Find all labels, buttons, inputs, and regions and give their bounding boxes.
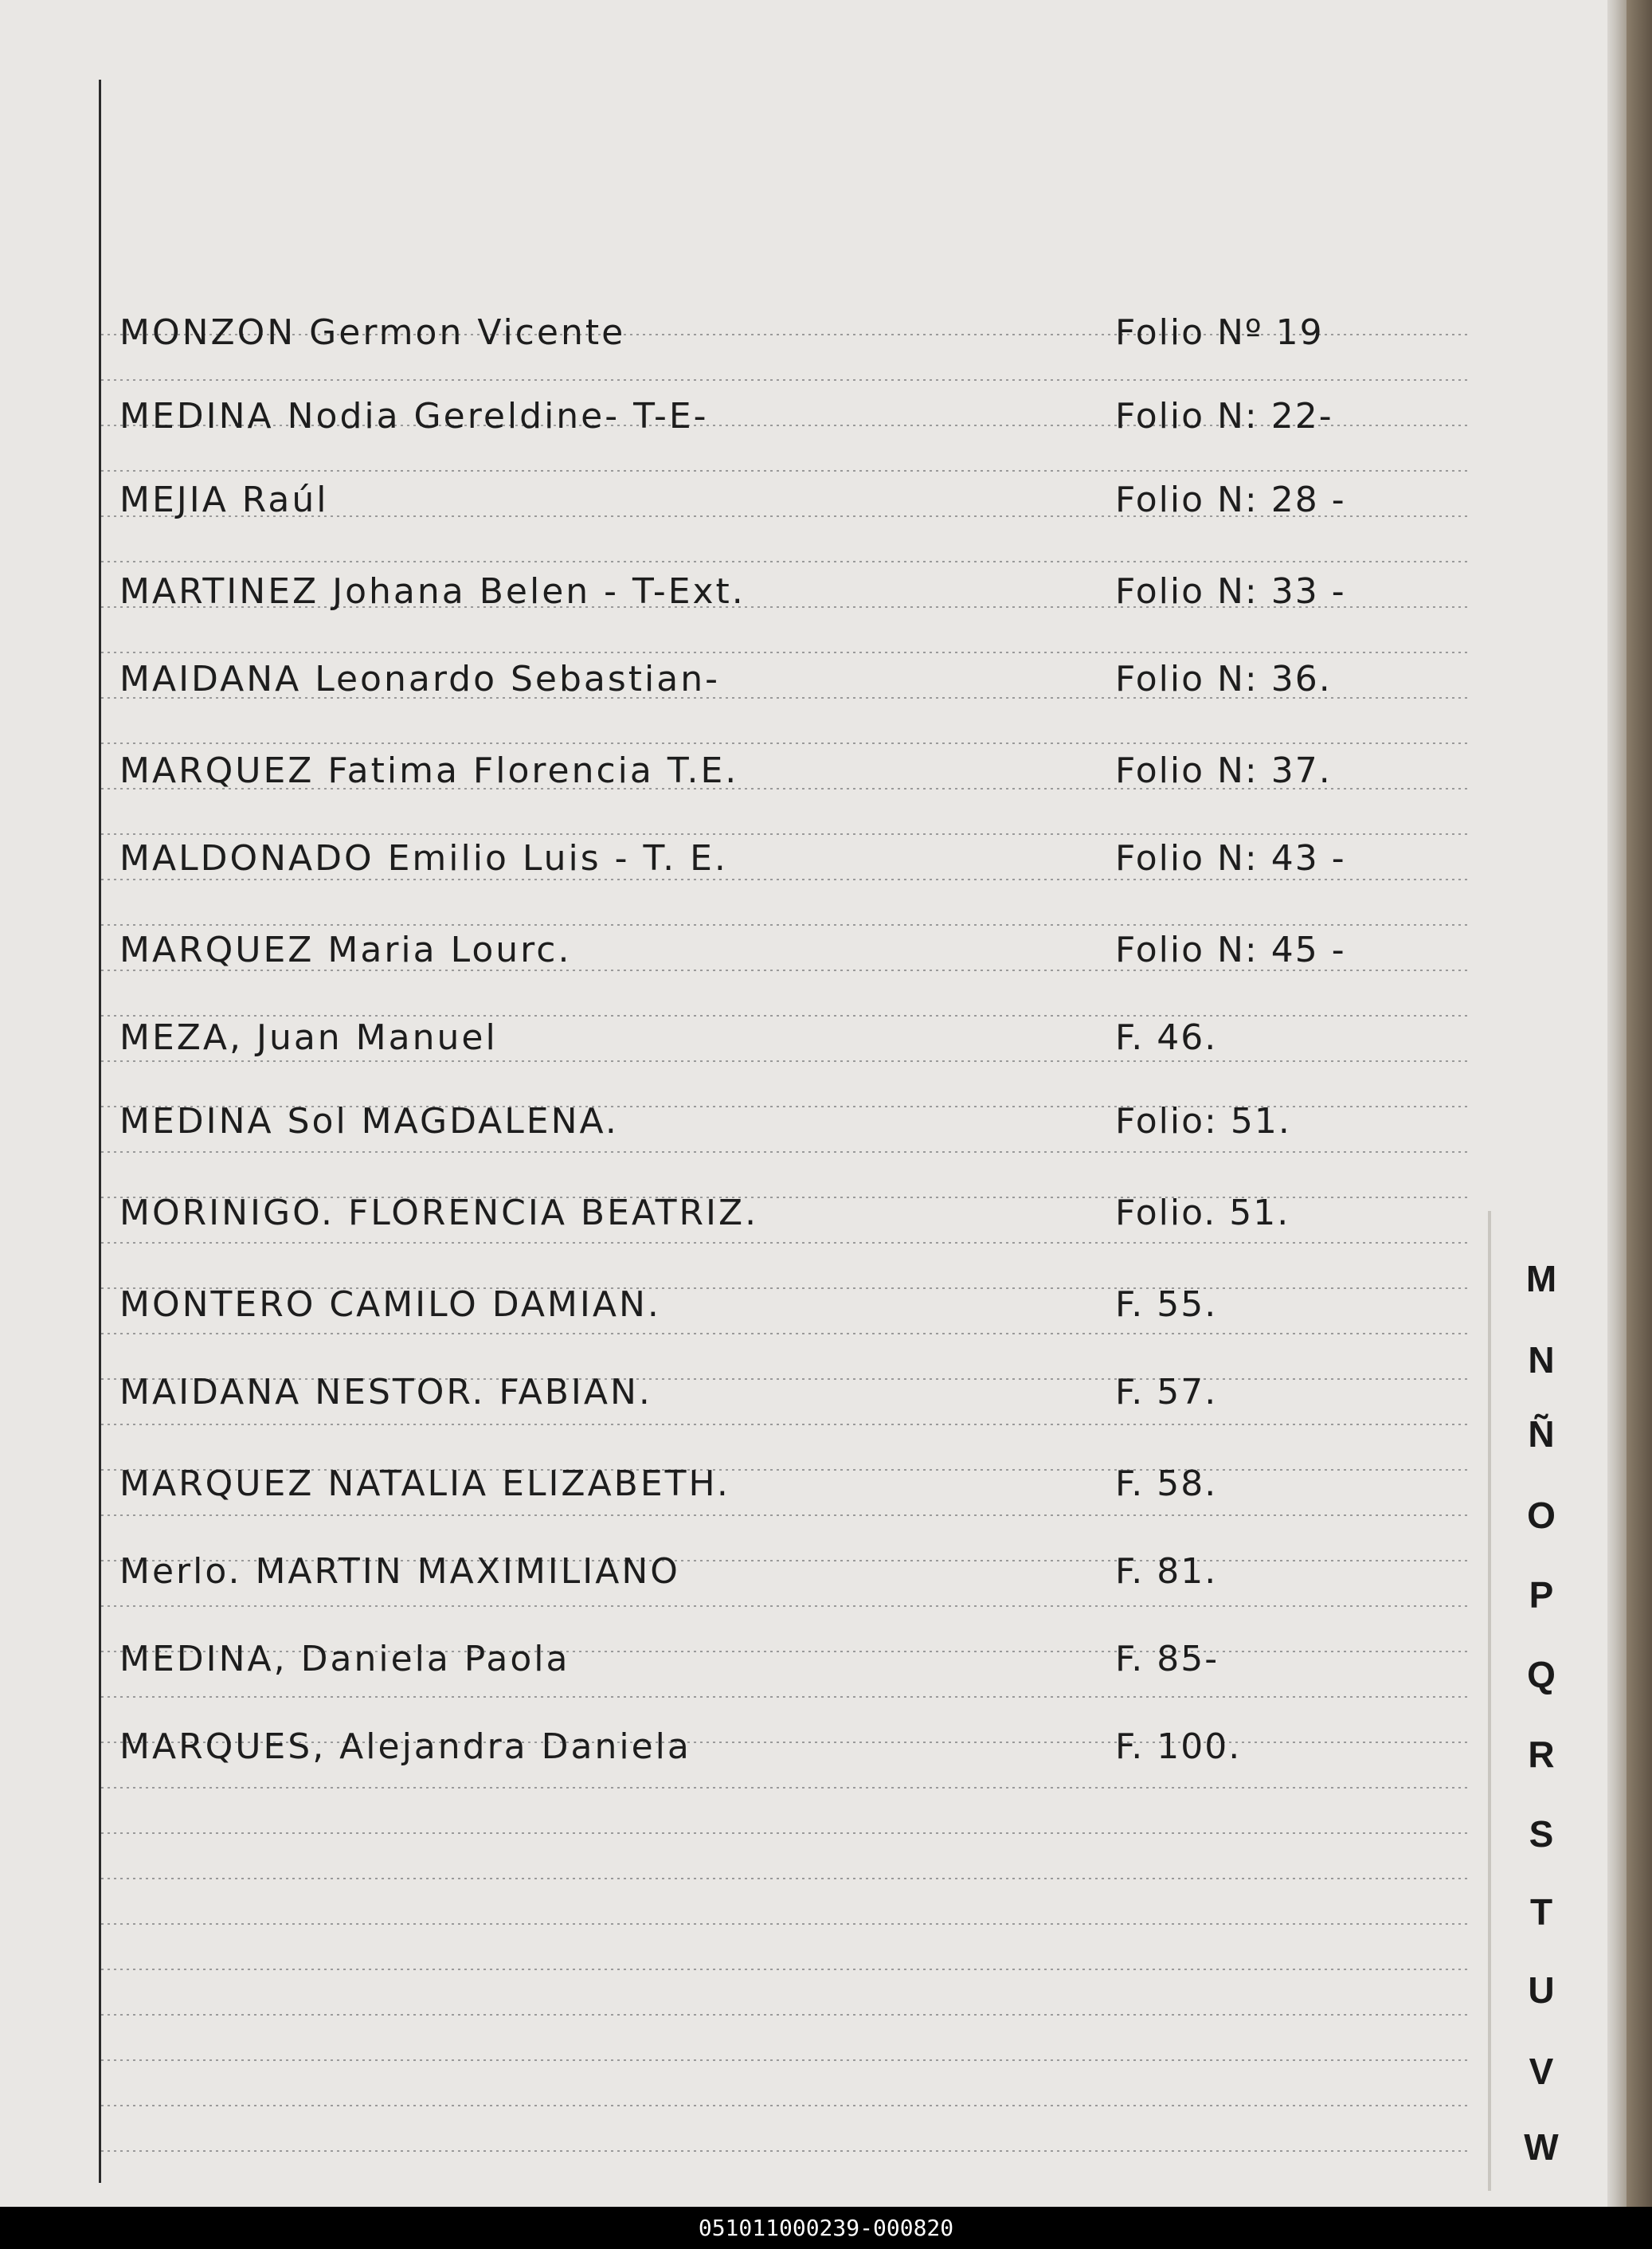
entry-name: MARTINEZ Johana Belen - T-Ext. bbox=[119, 571, 746, 612]
entry-folio: F. 81. bbox=[1115, 1551, 1218, 1592]
scan-id: 051011000239-000820 bbox=[698, 2215, 954, 2241]
index-tab-s[interactable]: S bbox=[1529, 1813, 1554, 1855]
index-tab-enie[interactable]: Ñ bbox=[1528, 1413, 1555, 1455]
entry-name: MARQUEZ Maria Lourc. bbox=[119, 930, 572, 970]
entry-name: Merlo. MARTIN MAXIMILIANO bbox=[119, 1551, 680, 1592]
entry-name: MEDINA, Daniela Paola bbox=[119, 1639, 570, 1679]
entry-folio: Folio N: 28 - bbox=[1115, 480, 1346, 520]
index-tab-r[interactable]: R bbox=[1528, 1734, 1555, 1775]
entry-name: MONTERO CAMILO DAMIAN. bbox=[119, 1284, 661, 1325]
index-tab-strip bbox=[1488, 1211, 1491, 2191]
entry-folio: F. 58. bbox=[1115, 1463, 1218, 1504]
entry bbox=[0, 1342, 1482, 1422]
entry-folio: Folio N: 22- bbox=[1115, 396, 1333, 437]
entry-folio: F. 55. bbox=[1115, 1284, 1218, 1325]
entry bbox=[0, 283, 1482, 362]
entry-name: MAIDANA Leonardo Sebastian- bbox=[119, 659, 720, 699]
entry-name: MARQUEZ Fatima Florencia T.E. bbox=[119, 750, 739, 791]
entry bbox=[0, 988, 1482, 1068]
entry-name: MALDONADO Emilio Luis - T. E. bbox=[119, 838, 728, 879]
index-tab-n[interactable]: N bbox=[1528, 1339, 1555, 1381]
entry-folio: F. 57. bbox=[1115, 1372, 1218, 1412]
entry bbox=[0, 542, 1482, 621]
entry bbox=[0, 366, 1482, 446]
entry-folio: Folio N: 33 - bbox=[1115, 571, 1346, 612]
entry bbox=[0, 721, 1482, 801]
entry-name: MEJIA Raúl bbox=[119, 480, 329, 520]
entry-folio: Folio. 51. bbox=[1115, 1193, 1290, 1233]
entry bbox=[0, 1255, 1482, 1334]
index-tab-u[interactable]: U bbox=[1528, 1969, 1555, 2011]
entry-folio: F. 85- bbox=[1115, 1639, 1219, 1679]
entry bbox=[0, 1609, 1482, 1689]
entry-folio: Folio Nº 19 bbox=[1115, 312, 1324, 353]
entry-folio: Folio N: 43 - bbox=[1115, 838, 1346, 879]
entry-name: MONZON Germon Vicente bbox=[119, 312, 626, 353]
index-tab-m[interactable]: M bbox=[1525, 1258, 1557, 1299]
entry-name: MARQUES, Alejandra Daniela bbox=[119, 1726, 691, 1767]
index-tab-o[interactable]: O bbox=[1527, 1495, 1556, 1536]
entry-folio: Folio: 51. bbox=[1115, 1101, 1291, 1142]
index-tab-w[interactable]: W bbox=[1524, 2126, 1559, 2168]
entry bbox=[0, 809, 1482, 888]
entry-name: MEDINA Nodia Gereldine- T-E- bbox=[119, 396, 709, 437]
entry-name: MAIDANA NESTOR. FABIAN. bbox=[119, 1372, 652, 1412]
index-tab-t[interactable]: T bbox=[1529, 1891, 1553, 1933]
entry bbox=[0, 1163, 1482, 1243]
scan-footer bbox=[0, 2207, 1652, 2249]
index-tabs bbox=[1497, 1243, 1585, 2183]
entry bbox=[0, 1522, 1482, 1601]
entry-folio: F. 100. bbox=[1115, 1726, 1242, 1767]
entry bbox=[0, 629, 1482, 709]
index-tab-p[interactable]: P bbox=[1529, 1574, 1554, 1616]
binding bbox=[1627, 0, 1652, 2207]
index-tab-v[interactable]: V bbox=[1529, 2051, 1554, 2092]
entry-folio: Folio N: 36. bbox=[1115, 659, 1332, 699]
entry-name: MARQUEZ NATALIA ELIZABETH. bbox=[119, 1463, 730, 1504]
page-edge bbox=[1607, 0, 1627, 2207]
entry bbox=[0, 1434, 1482, 1514]
entry bbox=[0, 1072, 1482, 1151]
entry-folio: Folio N: 45 - bbox=[1115, 930, 1346, 970]
entry bbox=[0, 450, 1482, 530]
entry bbox=[0, 1697, 1482, 1777]
entry-name: MORINIGO. FLORENCIA BEATRIZ. bbox=[119, 1193, 759, 1233]
entry-name: MEDINA Sol MAGDALENA. bbox=[119, 1101, 619, 1142]
index-tab-q[interactable]: Q bbox=[1527, 1654, 1556, 1695]
entry-name: MEZA, Juan Manuel bbox=[119, 1017, 498, 1058]
entry-folio: F. 46. bbox=[1115, 1017, 1218, 1058]
entry bbox=[0, 900, 1482, 980]
entry-folio: Folio N: 37. bbox=[1115, 750, 1332, 791]
